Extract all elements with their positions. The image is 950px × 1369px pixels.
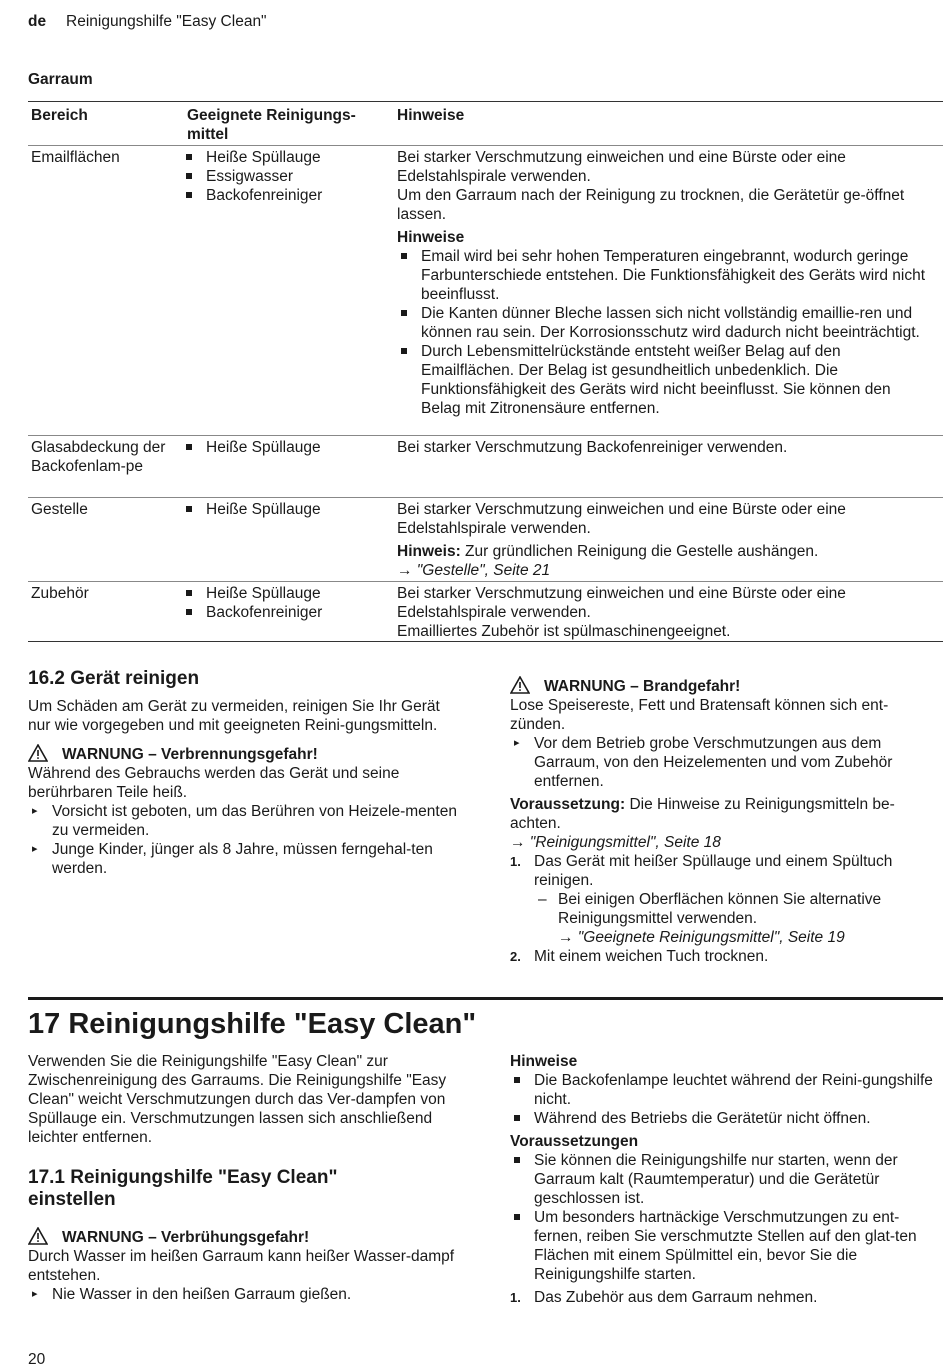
warning-triangle-icon [510, 676, 530, 694]
warning-heading: WARNUNG – Verbrennungsgefahr! [28, 744, 460, 764]
note-text: Emailliertes Zubehör ist spülmaschinengeeignet. [397, 623, 731, 640]
cross-reference-link[interactable]: → "Geeignete Reinigungsmittel", Seite 19 [558, 929, 845, 946]
list-item: Um besonders hartnäckige Verschmutzungen zu ent-fernen, reiben Sie verschmutzte Stellen auf den glat-ten Flächen mit einem Spülmittel ein, bevor Sie die Reinigungshilfe starten. [510, 1208, 942, 1284]
list-item: Während des Betriebs die Gerätetür nicht öffnen. [510, 1109, 942, 1128]
chapter-17-right [510, 1052, 942, 1307]
section-heading: 17.1 Reinigungshilfe "Easy Clean" einstellen [28, 1167, 338, 1210]
list-item: Heiße Spüllauge [182, 438, 382, 457]
language-code: de [28, 13, 47, 30]
prerequisite-label: Voraussetzung: [510, 796, 626, 813]
list-item: Durch Lebensmittelrückstände entsteht weißer Belag auf den Emailflächen. Der Belag ist gesundheitlich unbedenklich. Die Funktionsfähigkeit des Geräts wird nicht beeinflusst. Sie können den Belag mit Zitronensäure entfernen. [397, 342, 929, 418]
table-cell-notes [397, 584, 929, 641]
table-bottom-rule [28, 641, 943, 642]
table-cell-notes [397, 148, 929, 418]
table-cell-area: Zubehör [31, 585, 89, 602]
page-number: 20 [28, 1351, 46, 1368]
warning-triangle-icon [28, 744, 48, 762]
section-16-2-left [28, 668, 460, 878]
hints-heading: Hinweise [510, 1053, 578, 1070]
table-section-label: Garraum [28, 71, 93, 88]
note-text: Bei starker Verschmutzung einweichen und eine Bürste oder eine Edelstahlspirale verwenden. [397, 149, 846, 185]
table-cell-agents [182, 148, 382, 205]
table-cell-notes [397, 438, 929, 457]
note-text: Bei starker Verschmutzung Backofenreiniger verwenden. [397, 439, 788, 456]
col-header-notes: Hinweise [397, 107, 465, 124]
note-hint [397, 542, 929, 561]
running-header-title: Reinigungshilfe "Easy Clean" [66, 13, 267, 30]
list-item: Heiße Spüllauge [182, 148, 382, 167]
warning-text: Durch Wasser im heißen Garraum kann heißer Wasser-dampf entstehen. [28, 1248, 455, 1284]
warning-heading: WARNUNG – Verbrühungsgefahr! [28, 1227, 460, 1247]
section-intro: Um Schäden am Gerät zu vermeiden, reinigen Sie Ihr Gerät nur wie vorgegeben und mit geeigneten Reini-gungsmitteln. [28, 698, 440, 734]
prerequisite [510, 795, 942, 833]
warning-text: Während des Gebrauchs werden das Gerät und seine berührbaren Teile heiß. [28, 765, 400, 801]
hint-label: Hinweis: [397, 543, 461, 560]
table-cell-area: Emailflächen [31, 149, 120, 166]
list-item: Essigwasser [182, 167, 382, 186]
chapter-rule [28, 997, 943, 1000]
list-item: Heiße Spüllauge [182, 500, 382, 519]
list-item: ▸ Junge Kinder, jünger als 8 Jahre, müssen ferngehal-ten werden. [28, 840, 460, 878]
cross-reference-link[interactable]: → "Reinigungsmittel", Seite 18 [510, 834, 721, 851]
table-top-rule [28, 101, 943, 102]
table-row-rule [28, 581, 943, 582]
table-row-rule [28, 497, 943, 498]
table-cell-notes [397, 500, 929, 580]
table-cell-area: Gestelle [31, 501, 88, 518]
list-item: Backofenreiniger [182, 186, 382, 205]
step-item: 2. Mit einem weichen Tuch trocknen. [510, 948, 769, 965]
prerequisites-heading: Voraussetzungen [510, 1133, 639, 1150]
section-16-2-right [510, 676, 942, 966]
table-header-rule [28, 145, 943, 146]
list-item: Backofenreiniger [182, 603, 382, 622]
note-text: Um den Garraum nach der Reinigung zu trocknen, die Gerätetür ge-öffnet lassen. [397, 187, 905, 223]
list-item: Sie können die Reinigungshilfe nur starten, wenn der Garraum kalt (Raumtemperatur) und die Gerätetür geschlossen ist. [510, 1151, 942, 1208]
hint-text: Zur gründlichen Reinigung die Gestelle aushängen. [465, 543, 819, 560]
list-item: ▸ Nie Wasser in den heißen Garraum gießen. [28, 1285, 460, 1304]
list-item: Email wird bei sehr hohen Temperaturen eingebrannt, wodurch geringe Farbunterschiede entstehen. Die Funktionsfähigkeit des Geräts wird nicht beeinflusst. [397, 247, 929, 304]
table-cell-area: Glasabdeckung der Backofenlam-pe [31, 439, 166, 475]
section-heading: 16.2 Gerät reinigen [28, 668, 200, 689]
sub-step-item: – Bei einigen Oberflächen können Sie alternative Reinigungsmittel verwenden. [534, 890, 942, 928]
note-text: Bei starker Verschmutzung einweichen und eine Bürste oder eine Edelstahlspirale verwenden. [397, 501, 846, 537]
step-item: 1. Das Gerät mit heißer Spüllauge und einem Spültuch reinigen. [510, 853, 893, 889]
table-cell-agents [182, 438, 382, 457]
list-item: Die Backofenlampe leuchtet während der Reini-gungshilfe nicht. [510, 1071, 942, 1109]
list-item: Heiße Spüllauge [182, 584, 382, 603]
col-header-agents: Geeignete Reinigungs-mittel [187, 107, 356, 143]
table-cell-agents [182, 584, 382, 622]
note-subheading: Hinweise [397, 229, 465, 246]
chapter-title: 17 Reinigungshilfe "Easy Clean" [28, 1008, 477, 1040]
warning-heading: WARNUNG – Brandgefahr! [510, 676, 942, 696]
table-cell-agents [182, 500, 382, 519]
col-header-area: Bereich [31, 107, 88, 124]
list-item: Die Kanten dünner Bleche lassen sich nicht vollständig emaillie-ren und können rau sein. Der Korrosionsschutz wird dadurch nicht beeinträchtigt. [397, 304, 929, 342]
cross-reference-link[interactable]: → "Gestelle", Seite 21 [397, 562, 551, 579]
table-row-rule [28, 435, 943, 436]
prerequisite-text: Die Hinweise zu Reinigungsmitteln be-achten. [510, 796, 895, 832]
chapter-17-left [28, 1052, 460, 1304]
step-item: 1. Das Zubehör aus dem Garraum nehmen. [510, 1289, 818, 1306]
list-item: ▸ Vorsicht ist geboten, um das Berühren von Heizele-menten zu vermeiden. [28, 802, 460, 840]
note-text: Bei starker Verschmutzung einweichen und eine Bürste oder eine Edelstahlspirale verwenden. [397, 585, 846, 621]
list-item: ▸ Vor dem Betrieb grobe Verschmutzungen aus dem Garraum, von den Heizelementen und vom Zubehör entfernen. [510, 734, 942, 791]
warning-text: Lose Speisereste, Fett und Bratensaft können sich ent-zünden. [510, 697, 889, 733]
warning-triangle-icon [28, 1227, 48, 1245]
chapter-intro: Verwenden Sie die Reinigungshilfe "Easy Clean" zur Zwischenreinigung des Garraums. Die Reinigungshilfe "Easy Clean" weicht Verschmutzungen durch das Ver-dampfen von Spüllauge ein. Verschmutzungen lassen sich anschließend leichter entfernen. [28, 1053, 447, 1146]
